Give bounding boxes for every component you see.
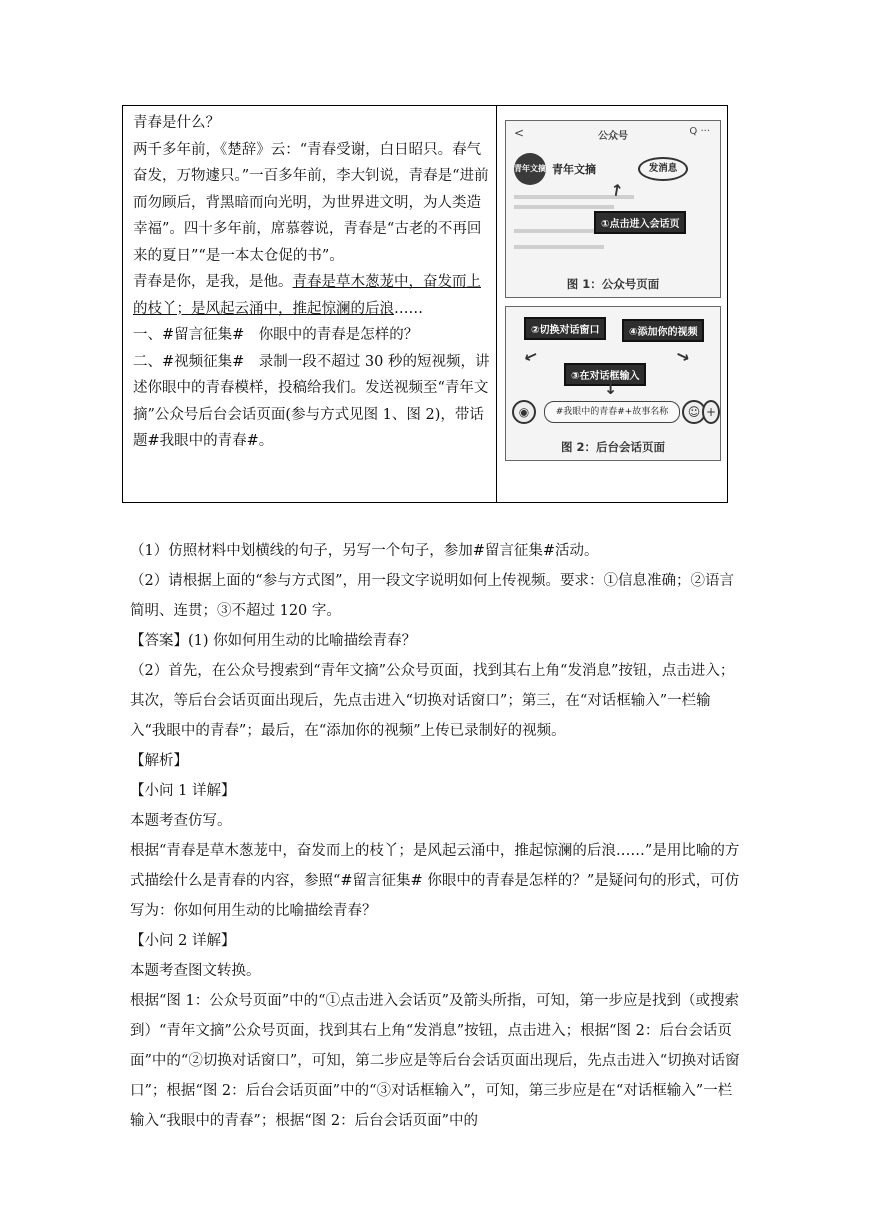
material-text bbox=[133, 110, 491, 455]
analysis-label: 【解析】 bbox=[130, 753, 188, 769]
arrow-icon: ↙ bbox=[521, 345, 541, 368]
figure-1-official-account-page bbox=[505, 120, 721, 298]
figure-2-chat-page bbox=[505, 306, 721, 461]
answer-2: （2）首先，在公众号搜索到“青年文摘”公众号页面，找到其右上角“发消息”按钮，点击进入；其次，等后台会话页面出现后，先点击进入“切换对话窗口”；第三，在“对话框输入”一栏输入“我眼中的青春”；最后，在“添加你的视频”上传已录制好的视频。 bbox=[130, 663, 735, 739]
underlined-sentence: 青春是草木葱茏中，奋发而上的枝丫；是风起云涌中，推起惊澜的后浪 bbox=[133, 274, 481, 317]
phone-header bbox=[506, 121, 720, 145]
figures-column bbox=[505, 120, 721, 461]
paragraph-2-plain: 青春是你，是我，是他。 bbox=[133, 274, 293, 290]
chat-input-bar: #我眼中的青春#+故事名称 bbox=[544, 401, 680, 423]
item-video-collection: 二、#视频征集# 录制一段不超过 30 秒的短视频，讲述你眼中的青春模样，投稿给我们。发送视频至“青年文摘”公众号后台会话页面(参与方式见图 1、图 2)，带话题#我眼中的青春#。 bbox=[133, 353, 490, 449]
back-icon: < bbox=[514, 126, 525, 140]
answer-label: 【答案】 bbox=[130, 633, 188, 649]
item-message-collection: 一、#留言征集# 你眼中的青春是怎样的？ bbox=[133, 327, 419, 343]
account-name: 青年文摘 bbox=[552, 163, 596, 176]
blurred-text-line bbox=[514, 229, 594, 233]
figure-1-caption: 图 1：公众号页面 bbox=[566, 277, 660, 291]
arrow-icon: ↗ bbox=[605, 178, 628, 203]
header-title: 公众号 bbox=[598, 131, 628, 142]
blurred-text-line bbox=[514, 205, 614, 209]
step-2-label: ②切换对话窗口 bbox=[524, 317, 606, 340]
material-paragraph-2 bbox=[133, 269, 491, 322]
voice-icon: ◉ bbox=[512, 400, 536, 424]
figure-2-caption: 图 2：后台会话页面 bbox=[560, 440, 665, 454]
question-1: （1）仿照材料中划横线的句子，另写一个句子，参加#留言征集#活动。 bbox=[130, 543, 599, 559]
send-message-button: 发消息 bbox=[638, 157, 688, 181]
answer-1-text: (1) 你如何用生动的比喻描绘青春？ bbox=[188, 633, 417, 649]
material-paragraph-1: 两千多年前，《楚辞》云：“青春受谢，白日昭只。春气奋发，万物遽只。”一百多年前，李大钊说，青春是“进前而勿顾后，背黑暗而向光明，为世界进文明，为人类造幸福”。四十多年前，席慕蓉说，青春是“古老的不再回来的夏日”“是一本太仓促的书”。 bbox=[133, 141, 489, 264]
material-title: 青春是什么？ bbox=[133, 115, 220, 131]
answer-1 bbox=[130, 626, 742, 656]
sub-question-2-body: 根据“图 1：公众号页面”中的“①点击进入会话页”及箭头所指，可知，第一步应是找到（或搜索到）“青年文摘”公众号页面，找到其右上角“发消息”按钮，点击进入；根据“图 2：后台会话页面”中的“②切换对话窗口”，可知，第二步应是等后台会话页面出现后，先点击进入“切换对话窗口”；根据“图 2：后台会话页面”中的“③对话框输入”，可知，第三步应是在“对话框输入”一栏输入“我眼中的青春”；根据“图 2：后台会话页面”中的 bbox=[130, 993, 740, 1129]
step-1-label: ①点击进入会话页 bbox=[594, 211, 686, 234]
step-4-label: ④添加你的视频 bbox=[622, 319, 704, 342]
material-box bbox=[122, 105, 728, 503]
add-icon: + bbox=[702, 400, 720, 424]
question-and-answer bbox=[130, 536, 742, 1136]
account-logo: 青年文摘 bbox=[514, 153, 546, 185]
blurred-text-line bbox=[514, 245, 604, 249]
arrow-down-icon: ↓ bbox=[604, 379, 618, 398]
arrow-icon: ↘ bbox=[673, 345, 693, 368]
step-3-label: ③在对话框输入 bbox=[564, 363, 646, 386]
sub-question-2-label: 【小问 2 详解】 bbox=[130, 933, 236, 949]
column-divider bbox=[496, 106, 497, 502]
sub-question-1-label: 【小问 1 详解】 bbox=[130, 783, 236, 799]
sub-question-1-intro: 本题考查仿写。 bbox=[130, 813, 232, 829]
paragraph-2-tail: …… bbox=[394, 300, 423, 317]
sub-question-2-intro: 本题考查图文转换。 bbox=[130, 963, 261, 979]
question-2: （2）请根据上面的“参与方式图”，用一段文字说明如何上传视频。要求：①信息准确；②语言简明、连贯；③不超过 120 字。 bbox=[130, 573, 735, 619]
sub-question-1-body: 根据“青春是草木葱茏中，奋发而上的枝丫；是风起云涌中，推起惊澜的后浪……”是用比喻的方式描绘什么是青春的内容，参照“#留言征集# 你眼中的青春是怎样的？”是疑问句的形式，可仿写为：你如何用生动的比喻描绘青春？ bbox=[130, 843, 740, 919]
emoji-icon: ☺ bbox=[682, 400, 706, 424]
search-more-icon: Q ··· bbox=[689, 126, 710, 137]
